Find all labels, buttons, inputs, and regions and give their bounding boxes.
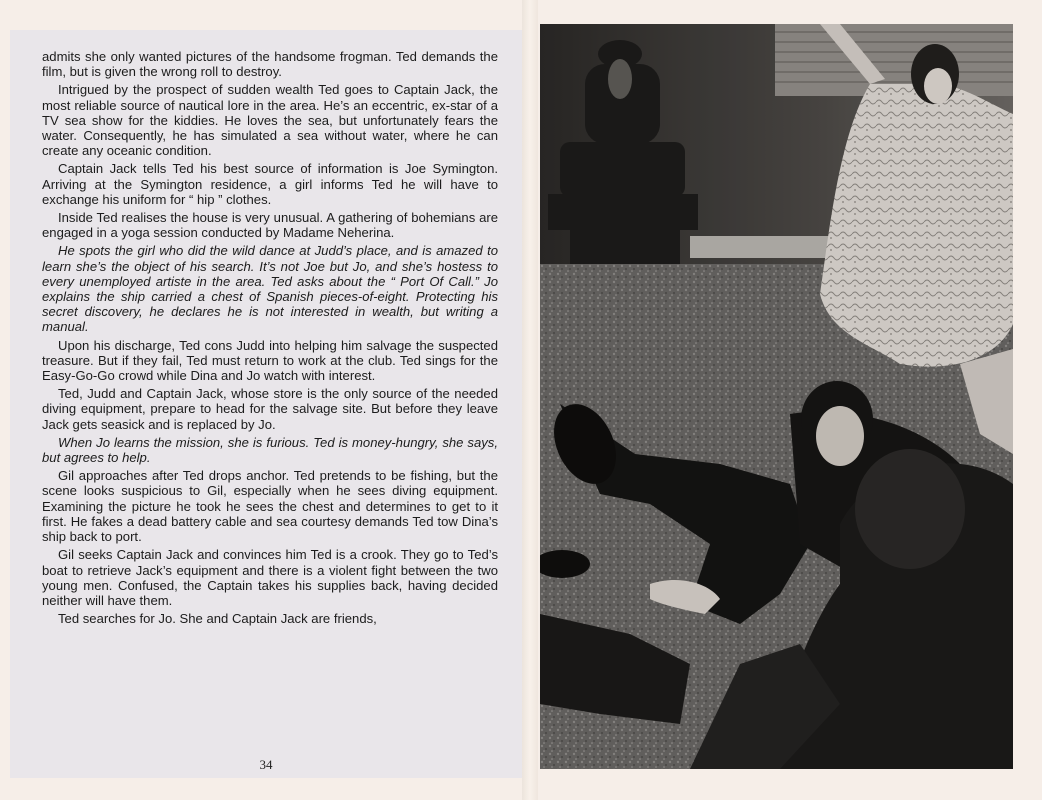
paragraph: Intrigued by the prospect of sudden wealth Ted goes to Captain Jack, the most reliable source of nautical lore in the area. He’s an eccentric, ex-star of a TV sea show for the kiddies. He loves the sea, but unfortunately fears the water. Consequently, he has simulated a sea without water, where he can create any oceanic condition. <box>42 82 498 159</box>
page-number: 34 <box>259 757 273 772</box>
paragraph: Gil seeks Captain Jack and convinces him Ted is a crook. They go to Ted’s boat to retrieve Jack’s equipment and there is a violent fight between the two young men. Confused, the Captain takes his supplies back, having decided neither will have them. <box>42 547 498 608</box>
film-still-photo <box>540 24 1013 769</box>
paragraph: Gil approaches after Ted drops anchor. Ted pretends to be fishing, but the scene looks suspicious to Gil, especially when he sees diving equipment. Examining the picture he took he sees the chest and determines to get to it first. He fakes a dead battery cable and sea courtesy demands Ted tow Dina’s ship back to port. <box>42 468 498 545</box>
paragraph: Captain Jack tells Ted his best source of information is Joe Symington. Arriving at the Symington residence, a girl informs Ted he will have to exchange his uniform for “ hip ” clothes. <box>42 161 498 207</box>
paragraph-italic: When Jo learns the mission, she is furious. Ted is money-hungry, she says, but agrees to help. <box>42 434 498 466</box>
paragraph: Inside Ted realises the house is very unusual. A gathering of bohemians are engaged in a yoga session conducted by Madame Neherina. <box>42 210 498 241</box>
left-page <box>10 30 522 778</box>
book-gutter <box>522 0 538 800</box>
paragraph: Ted, Judd and Captain Jack, whose store is the only source of the needed diving equipment, prepare to head for the salvage site. But before they leave Jack gets seasick and is replaced by Jo. <box>42 386 498 432</box>
paragraph: admits she only wanted pictures of the handsome frogman. Ted demands the film, but is given the wrong roll to destroy. <box>42 49 498 80</box>
paragraph-italic: He spots the girl who did the wild dance at Judd’s place, and is amazed to learn she’s the object of his search. It’s not Joe but Jo, and she’s hostess to every unemployed artiste in the area. Ted asks about the “ Port Of Call.” Jo explains the ship carried a chest of Spanish pieces-of-eight. Protecting his secret discovery, he declares he is not interested in wealth, but writing a manual. <box>42 243 498 335</box>
paragraph: Upon his discharge, Ted cons Judd into helping him salvage the suspected treasure. But if they fail, Ted must return to work at the club. Ted sings for the Easy-Go-Go crowd while Dina and Jo watch with interest. <box>42 337 498 384</box>
story-text <box>42 49 498 629</box>
photo-illustration <box>540 24 1013 769</box>
paragraph: Ted searches for Jo. She and Captain Jack are friends, <box>58 611 377 627</box>
